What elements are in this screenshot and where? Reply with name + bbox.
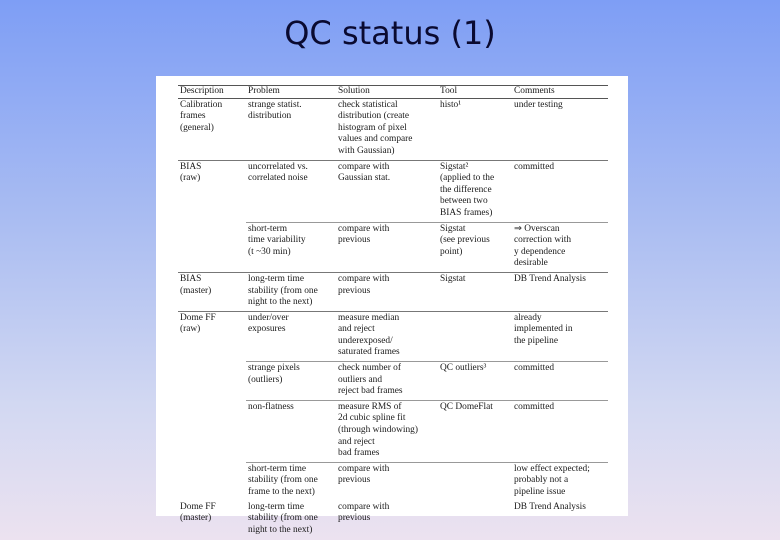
cell-tool xyxy=(438,311,512,361)
cell-problem: strange pixels (outliers) xyxy=(246,362,336,401)
cell-problem: short-term time stability (from one frame to the next) xyxy=(246,462,336,500)
header-problem: Problem xyxy=(246,86,336,99)
cell-solution: check number of outliers and reject bad frames xyxy=(336,362,438,401)
cell-solution: measure RMS of 2d cubic spline fit (through windowing) and reject bad frames xyxy=(336,400,438,462)
cell-description: Dome FF (raw) xyxy=(178,311,246,361)
table-row xyxy=(178,362,608,401)
cell-tool: Sigstat (see previous point) xyxy=(438,222,512,272)
cell-solution: compare with previous xyxy=(336,462,438,500)
cell-comments: committed xyxy=(512,400,608,462)
cell-problem: strange statist. distribution xyxy=(248,99,302,122)
cell-description xyxy=(178,222,246,272)
cell-solution: compare with Gaussian stat. xyxy=(336,160,438,222)
cell-solution: measure median and reject underexposed/ saturated frames xyxy=(336,311,438,361)
cell-tool xyxy=(438,462,512,500)
table-row xyxy=(178,400,608,462)
cell-comments: DB Trend Analysis xyxy=(512,272,608,311)
table-row xyxy=(178,501,608,539)
cell-tool: Sigstat² (applied to the the difference between two BIAS frames) xyxy=(438,160,512,222)
cell-comments: committed xyxy=(512,160,608,222)
cell-description xyxy=(178,362,246,401)
cell-problem: long-term time stability (from one night to the next) xyxy=(248,501,318,535)
cell-comments: already implemented in the pipeline xyxy=(512,311,608,361)
header-comments: Comments xyxy=(512,86,608,99)
qc-status-table xyxy=(178,85,608,538)
cell-description xyxy=(178,400,246,462)
cell-comments: committed xyxy=(512,362,608,401)
cell-problem: under/over exposures xyxy=(246,311,336,361)
cell-problem: short-term time variability (t ~30 min) xyxy=(246,222,336,272)
table-row xyxy=(178,160,608,222)
cell-tool: Sigstat xyxy=(438,272,512,311)
cell-comments: DB Trend Analysis xyxy=(514,501,586,512)
table-row xyxy=(178,272,608,311)
cell-problem: uncorrelated vs. correlated noise xyxy=(246,160,336,222)
qc-status-table-panel xyxy=(156,76,628,535)
header-solution: Solution xyxy=(336,86,438,99)
cell-solution: compare with previous xyxy=(336,272,438,311)
header-description: Description xyxy=(178,86,246,99)
cell-description: BIAS (raw) xyxy=(178,160,246,222)
table-row xyxy=(178,462,608,500)
table-row xyxy=(178,222,608,272)
cell-tool: QC outliers³ xyxy=(438,362,512,401)
cell-comments: under testing xyxy=(514,99,563,110)
cell-tool: QC DomeFlat xyxy=(438,400,512,462)
cell-problem: long-term time stability (from one night to the next) xyxy=(246,272,336,311)
cell-description xyxy=(178,462,246,500)
cell-tool xyxy=(438,501,512,539)
cell-comments: low effect expected; probably not a pipeline issue xyxy=(512,462,608,500)
table-header-row xyxy=(178,86,608,99)
cell-problem: non-flatness xyxy=(246,400,336,462)
table-row xyxy=(178,311,608,361)
header-tool: Tool xyxy=(438,86,512,99)
cell-solution: compare with previous xyxy=(338,501,390,524)
cell-description: Calibration frames (general) xyxy=(180,99,223,133)
cell-description: Dome FF (master) xyxy=(180,501,216,524)
slide-title: QC status (1) xyxy=(284,14,496,52)
cell-description: BIAS (master) xyxy=(178,272,246,311)
cell-tool: histo¹ xyxy=(440,99,462,110)
cell-solution: check statistical distribution (create histogram of pixel values and compare with Gaussian) xyxy=(338,99,413,156)
table-row xyxy=(178,98,608,160)
cell-solution: compare with previous xyxy=(336,222,438,272)
cell-comments: ⇒ Overscan correction with y dependence desirable xyxy=(512,222,608,272)
